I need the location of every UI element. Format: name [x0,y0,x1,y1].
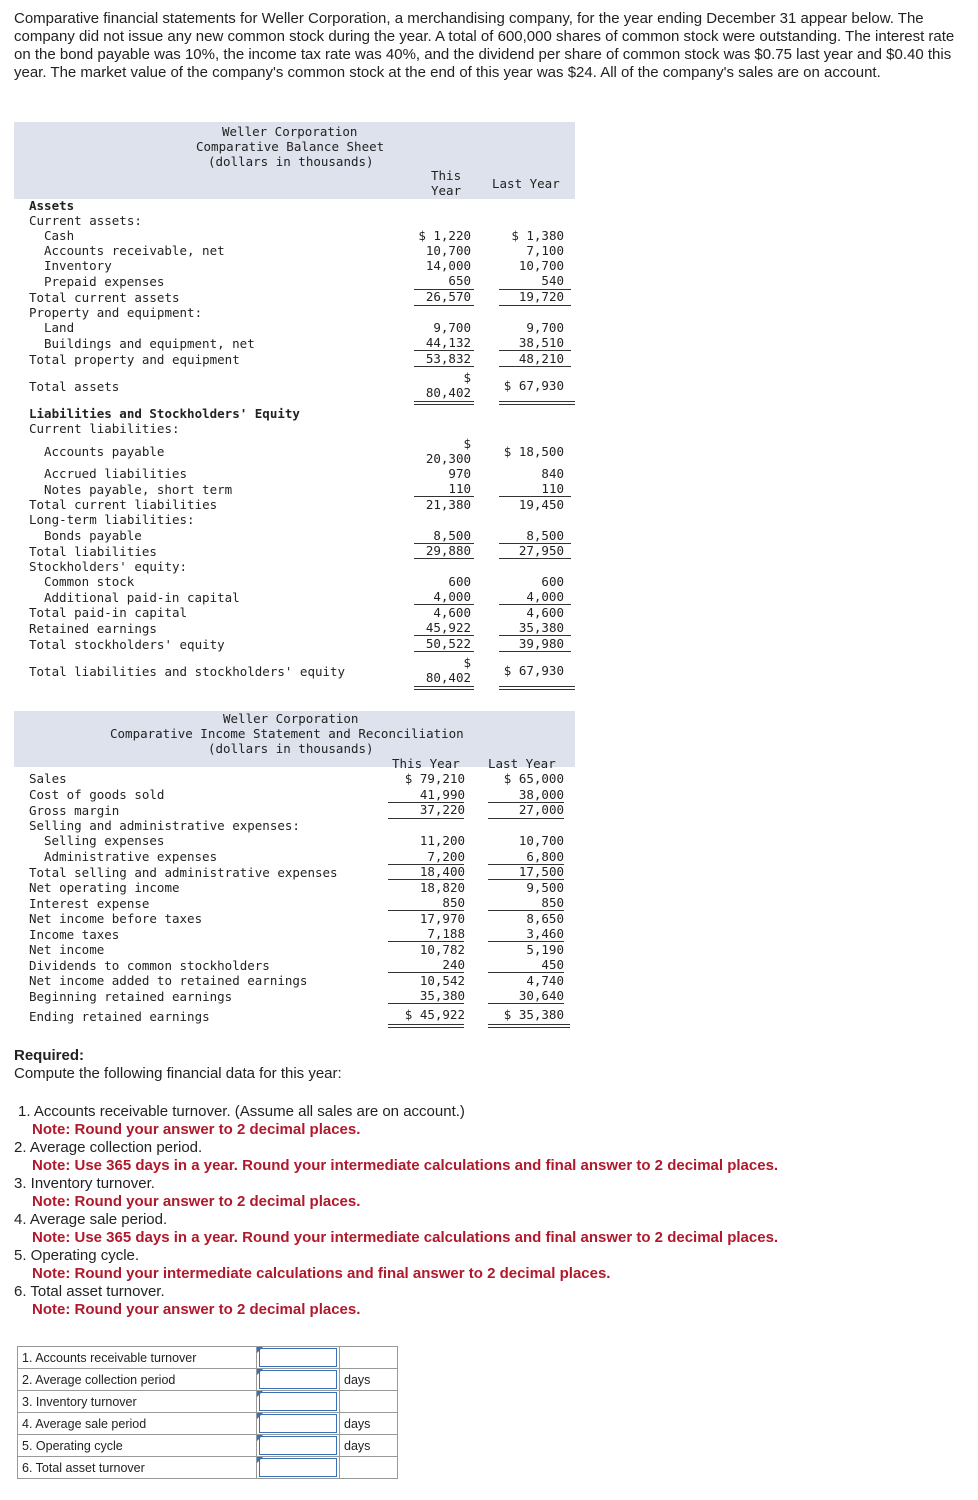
answer-unit: days [340,1369,398,1391]
bs-row-label: Total liabilities and stockholders' equity [29,664,346,679]
bs-row-label: Prepaid expenses [44,274,165,289]
col-this-year: This Year [392,756,460,771]
bs-row-label: Current liabilities: [29,421,180,436]
bs-value: 10,700 [518,258,564,273]
is-value: $ 65,000 [503,771,564,786]
bs-value: 650 [448,273,471,288]
is-row-label: Beginning retained earnings [29,989,233,1004]
bs-row-label: Retained earnings [29,621,157,636]
bs-value: 14,000 [425,258,471,273]
input-marker-icon [257,1369,263,1375]
answer-input-average-sale-period[interactable] [257,1413,340,1435]
balance-sheet-units: (dollars in thousands) [208,154,374,169]
is-value: 37,220 [419,802,465,817]
bs-row-label: Assets [29,198,75,213]
is-row-label: Net income before taxes [29,911,203,926]
is-value: 7,200 [427,849,465,864]
bs-value: 110 [541,481,564,496]
required-note-4: Note: Use 365 days in a year. Round your intermediate calculations and final answer to 2 decimal places. [32,1229,779,1246]
bs-value: 80,402 [425,670,471,685]
required-item-6: 6. Total asset turnover. [14,1283,165,1300]
bs-value: 19,450 [518,497,564,512]
bs-value: 44,132 [425,335,471,350]
bs-value: 4,600 [526,605,564,620]
input-marker-icon [257,1413,263,1419]
answer-input-field[interactable] [259,1414,337,1433]
answer-unit [340,1391,398,1413]
answer-row [18,1457,398,1479]
answer-unit [340,1347,398,1369]
answer-input-operating-cycle[interactable] [257,1435,340,1457]
input-marker-icon [257,1457,263,1463]
bs-row-label: Cash [44,228,75,243]
problem-intro: Comparative financial statements for Weller Corporation, a merchandising company, for the year ending December 31 appear below. The company did not issue any new common stock during the year. A total of 600,000 shares of common stock were outstanding. The interest rate on the bond payable was 10%, the income tax rate was 40%, and the dividend per share of common stock was $0.75 last year and $0.40 this year. The market value of the company's common stock at the end of this year was $24. All of the company's sales are on account. [14,10,955,81]
answer-input-ar-turnover[interactable] [257,1347,340,1369]
answer-row [18,1369,398,1391]
is-value: 10,782 [419,942,465,957]
required-subheading: Compute the following financial data for this year: [14,1065,342,1082]
answer-unit [340,1457,398,1479]
is-value: 9,500 [526,880,564,895]
bs-value: 4,000 [433,589,471,604]
required-note-2: Note: Use 365 days in a year. Round your intermediate calculations and final answer to 2 decimal places. [32,1157,779,1174]
bs-value: 8,500 [526,528,564,543]
required-item-5: 5. Operating cycle. [14,1247,140,1264]
answer-row [18,1413,398,1435]
is-value: 5,190 [526,942,564,957]
required-note-1: Note: Round your answer to 2 decimal places. [32,1121,361,1138]
bs-value: 840 [541,466,564,481]
bs-value: 540 [541,273,564,288]
bs-row-label: Accounts receivable, net [44,243,225,258]
bs-value: $ 67,930 [503,663,564,678]
bs-value: 4,000 [526,589,564,604]
is-value: 10,542 [419,973,465,988]
is-value: $ 45,922 [404,1007,465,1022]
input-marker-icon [257,1391,263,1397]
bs-row-label: Stockholders' equity: [29,559,188,574]
bs-value: $ [463,370,471,385]
is-row-label: Total selling and administrative expenses [29,865,338,880]
bs-value: 970 [448,466,471,481]
bs-value: 19,720 [518,289,564,304]
answer-input-total-asset-turnover[interactable] [257,1457,340,1479]
is-row-label: Cost of goods sold [29,787,165,802]
bs-value: 9,700 [526,320,564,335]
bs-row-label: Liabilities and Stockholders' Equity [29,406,300,421]
is-value: 17,970 [419,911,465,926]
answer-row [18,1391,398,1413]
answer-table [17,1346,398,1479]
is-value: 38,000 [518,787,564,802]
bs-value: 21,380 [425,497,471,512]
is-value: 35,380 [419,988,465,1003]
bs-value: 600 [541,574,564,589]
is-row-label: Net operating income [29,880,180,895]
answer-label: 4. Average sale period [18,1413,257,1435]
bs-value: $ [463,655,471,670]
bs-row-label: Total stockholders' equity [29,637,225,652]
income-statement-title: Weller Corporation [223,711,359,726]
bs-value: 20,300 [425,451,471,466]
bs-value: 48,210 [518,351,564,366]
bs-value: 7,100 [526,243,564,258]
required-note-3: Note: Round your answer to 2 decimal places. [32,1193,361,1210]
is-value: 850 [442,895,465,910]
is-value: 11,200 [419,833,465,848]
bs-value: 53,832 [425,351,471,366]
bs-row-label: Current assets: [29,213,142,228]
is-row-label: Income taxes [29,927,120,942]
bs-value: $ 1,220 [418,228,471,243]
balance-sheet-subtitle: Comparative Balance Sheet [196,139,385,154]
required-item-3: 3. Inventory turnover. [14,1175,155,1192]
is-value: 240 [442,957,465,972]
bs-row-label: Accrued liabilities [44,466,187,481]
required-item-1: 1. Accounts receivable turnover. (Assume all sales are on account.) [18,1103,465,1120]
input-marker-icon [257,1347,263,1353]
income-statement-subtitle: Comparative Income Statement and Reconciliation [110,726,464,741]
is-row-label: Selling expenses [44,833,165,848]
is-value: 450 [541,957,564,972]
bs-row-label: Additional paid-in capital [44,590,240,605]
is-value: $ 79,210 [404,771,465,786]
answer-input-field[interactable] [259,1436,337,1455]
bs-value: $ [463,436,471,451]
bs-value: $ 18,500 [503,444,564,459]
bs-row-label: Buildings and equipment, net [44,336,255,351]
is-row-label: Sales [29,771,67,786]
required-item-4: 4. Average sale period. [14,1211,168,1228]
bs-value: 600 [448,574,471,589]
is-value: 18,400 [419,864,465,879]
bs-value: $ 67,930 [503,378,564,393]
required-item-2: 2. Average collection period. [14,1139,203,1156]
bs-row-label: Bonds payable [44,528,142,543]
col-this-year-1: This [431,168,462,183]
is-row-label: Ending retained earnings [29,1009,210,1024]
bs-row-label: Total liabilities [29,544,157,559]
required-section [14,1047,964,1319]
is-row-label: Gross margin [29,803,120,818]
bs-value: 39,980 [518,636,564,651]
answer-unit: days [340,1435,398,1457]
col-this-year-2: Year [431,183,462,198]
is-value: 4,740 [526,973,564,988]
bs-row-label: Notes payable, short term [44,482,233,497]
is-value: 10,700 [518,833,564,848]
is-value: 27,000 [518,802,564,817]
bs-row-label: Inventory [44,258,112,273]
bs-value: 80,402 [425,385,471,400]
bs-value: 10,700 [425,243,471,258]
answer-input-field[interactable] [259,1348,337,1367]
income-statement-units: (dollars in thousands) [208,741,374,756]
bs-value: 26,570 [425,289,471,304]
is-row-label: Net income [29,942,105,957]
answer-row [18,1347,398,1369]
answer-input-inventory-turnover[interactable] [257,1391,340,1413]
bs-value: $ 1,380 [511,228,564,243]
answer-input-field[interactable] [259,1458,337,1477]
bs-value: 9,700 [433,320,471,335]
bs-value: 50,522 [425,636,471,651]
bs-row-label: Property and equipment: [29,305,203,320]
required-note-6: Note: Round your answer to 2 decimal places. [32,1301,361,1318]
bs-row-label: Total property and equipment [29,352,240,367]
answer-label: 2. Average collection period [18,1369,257,1391]
bs-value: 27,950 [518,543,564,558]
is-value: 17,500 [518,864,564,879]
bs-value: 4,600 [433,605,471,620]
required-note-5: Note: Round your intermediate calculations and final answer to 2 decimal places. [32,1265,611,1282]
balance-sheet-title: Weller Corporation [222,124,358,139]
bs-value: 8,500 [433,528,471,543]
bs-row-label: Total current liabilities [29,497,218,512]
answer-label: 6. Total asset turnover [18,1457,257,1479]
is-value: 41,990 [419,787,465,802]
answer-input-average-collection-period[interactable] [257,1369,340,1391]
is-row-label: Dividends to common stockholders [29,958,270,973]
is-value: 18,820 [419,880,465,895]
is-row-label: Interest expense [29,896,150,911]
is-row-label: Selling and administrative expenses: [29,818,300,833]
bs-value: 29,880 [425,543,471,558]
answer-label: 1. Accounts receivable turnover [18,1347,257,1369]
is-value: 8,650 [526,911,564,926]
answer-row [18,1435,398,1457]
col-last-year: Last Year [488,756,556,771]
is-value: 7,188 [427,926,465,941]
bs-row-label: Total current assets [29,290,180,305]
bs-value: 38,510 [518,335,564,350]
bs-row-label: Common stock [44,574,135,589]
is-value: 850 [541,895,564,910]
is-value: $ 35,380 [503,1007,564,1022]
income-statement [14,711,575,1031]
bs-value: 110 [448,481,471,496]
is-value: 3,460 [526,926,564,941]
bs-row-label: Accounts payable [44,444,165,459]
col-last-year: Last Year [492,176,560,191]
bs-value: 45,922 [425,620,471,635]
is-value: 6,800 [526,849,564,864]
input-marker-icon [257,1435,263,1441]
bs-value: 35,380 [518,620,564,635]
bs-row-label: Total paid-in capital [29,605,188,620]
answer-unit: days [340,1413,398,1435]
is-value: 30,640 [518,988,564,1003]
required-heading: Required: [14,1047,85,1064]
bs-row-label: Long-term liabilities: [29,512,195,527]
answer-label: 3. Inventory turnover [18,1391,257,1413]
answer-label: 5. Operating cycle [18,1435,257,1457]
balance-sheet [14,122,575,692]
is-row-label: Net income added to retained earnings [29,973,308,988]
answer-input-field[interactable] [259,1370,337,1389]
answer-input-field[interactable] [259,1392,337,1411]
bs-row-label: Total assets [29,379,120,394]
is-row-label: Administrative expenses [44,849,218,864]
bs-row-label: Land [44,320,75,335]
